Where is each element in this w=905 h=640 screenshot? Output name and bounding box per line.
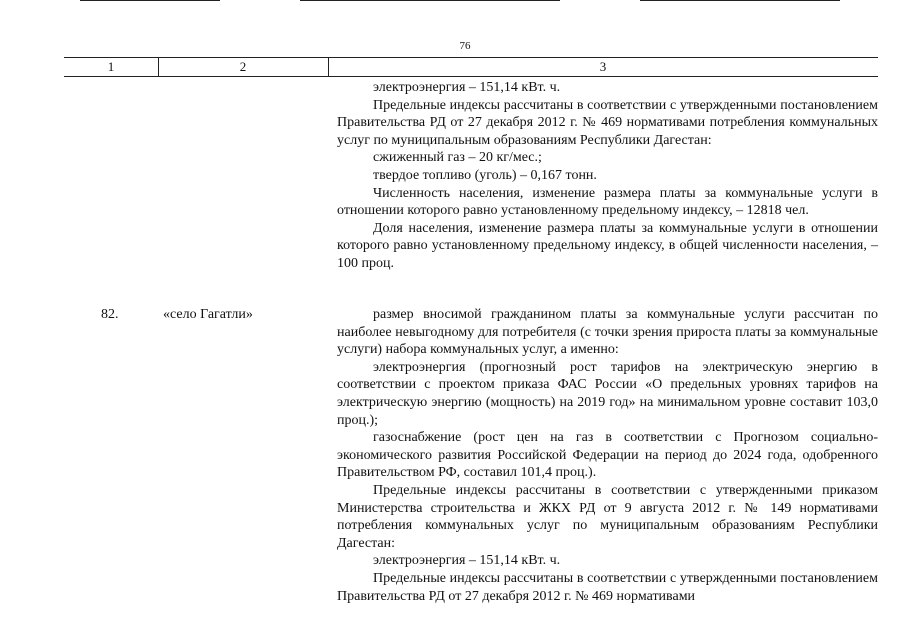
paragraph: электроэнергия – 151,14 кВт. ч. xyxy=(373,80,561,95)
paragraph: Предельные индексы рассчитаны в соответствии с утвержденными постановлением Правительства РД от 27 декабря 2012 г. № 469 нормативами потребления коммунальных услуг по муниципальным образованиям Республики Дагестан: xyxy=(337,97,878,148)
paragraph: электроэнергия – 151,14 кВт. ч. xyxy=(373,553,561,569)
page-number: 76 xyxy=(459,40,471,52)
paragraph: Предельные индексы рассчитаны в соответствии с утвержденными приказом Министерства строительства и ЖКХ РД от 9 августа 2012 г. № 149 нормативами потребления коммунальных услуг по муниципальным образованиям Республики Дагестан: xyxy=(337,482,878,551)
row-82-content xyxy=(337,306,878,605)
paragraph: Предельные индексы рассчитаны в соответствии с утвержденными постановлением Правительства РД от 27 декабря 2012 г. № 469 нормативами xyxy=(337,570,878,604)
paragraph: сжиженный газ – 20 кг/мес.; xyxy=(373,150,542,166)
header-col-2: 2 xyxy=(239,59,247,74)
top-rule-middle xyxy=(300,0,560,1)
table-header-row xyxy=(64,57,878,77)
paragraph: электроэнергия (прогнозный рост тарифов на электрическую энергию в соответствии с проектом приказа ФАС России «О предельных уровнях тарифов на электрическую энергию (мощность) на 2019 год» на минимальном уровне составит 103,0 проц.); xyxy=(337,359,878,428)
top-rule-right xyxy=(640,0,840,1)
header-col-1: 1 xyxy=(107,59,115,74)
header-divider-2 xyxy=(328,57,329,77)
paragraph: Численность населения, изменение размера платы за коммунальные услуги в отношении которого равно установленному предельному индексу, – 12818 чел. xyxy=(337,185,878,219)
paragraph: Доля населения, изменение размера платы за коммунальные услуги в отношении которого равно установленному предельному индексу, в общей численности населения, – 100 проц. xyxy=(337,220,878,271)
header-divider-1 xyxy=(158,57,159,77)
top-rule-left xyxy=(80,0,220,1)
row-number: 82. xyxy=(101,307,119,322)
paragraph: размер вносимой гражданином платы за коммунальные услуги рассчитан по наиболее невыгодному для потребителя (с точки зрения прироста платы за коммунальные услуги) набора коммунальных услуг, а именно: xyxy=(337,307,878,358)
paragraph: твердое топливо (уголь) – 0,167 тонн. xyxy=(373,167,597,183)
continuation-block xyxy=(337,79,878,273)
header-col-3: 3 xyxy=(599,59,607,74)
paragraph: газоснабжение (рост цен на газ в соответствии с Прогнозом социально-экономического развития Российской Федерации на период до 2024 года, одобренного Правительством РФ, составил 101,4 проц.). xyxy=(337,430,878,481)
row-settlement-name: «село Гагатли» xyxy=(163,307,253,322)
